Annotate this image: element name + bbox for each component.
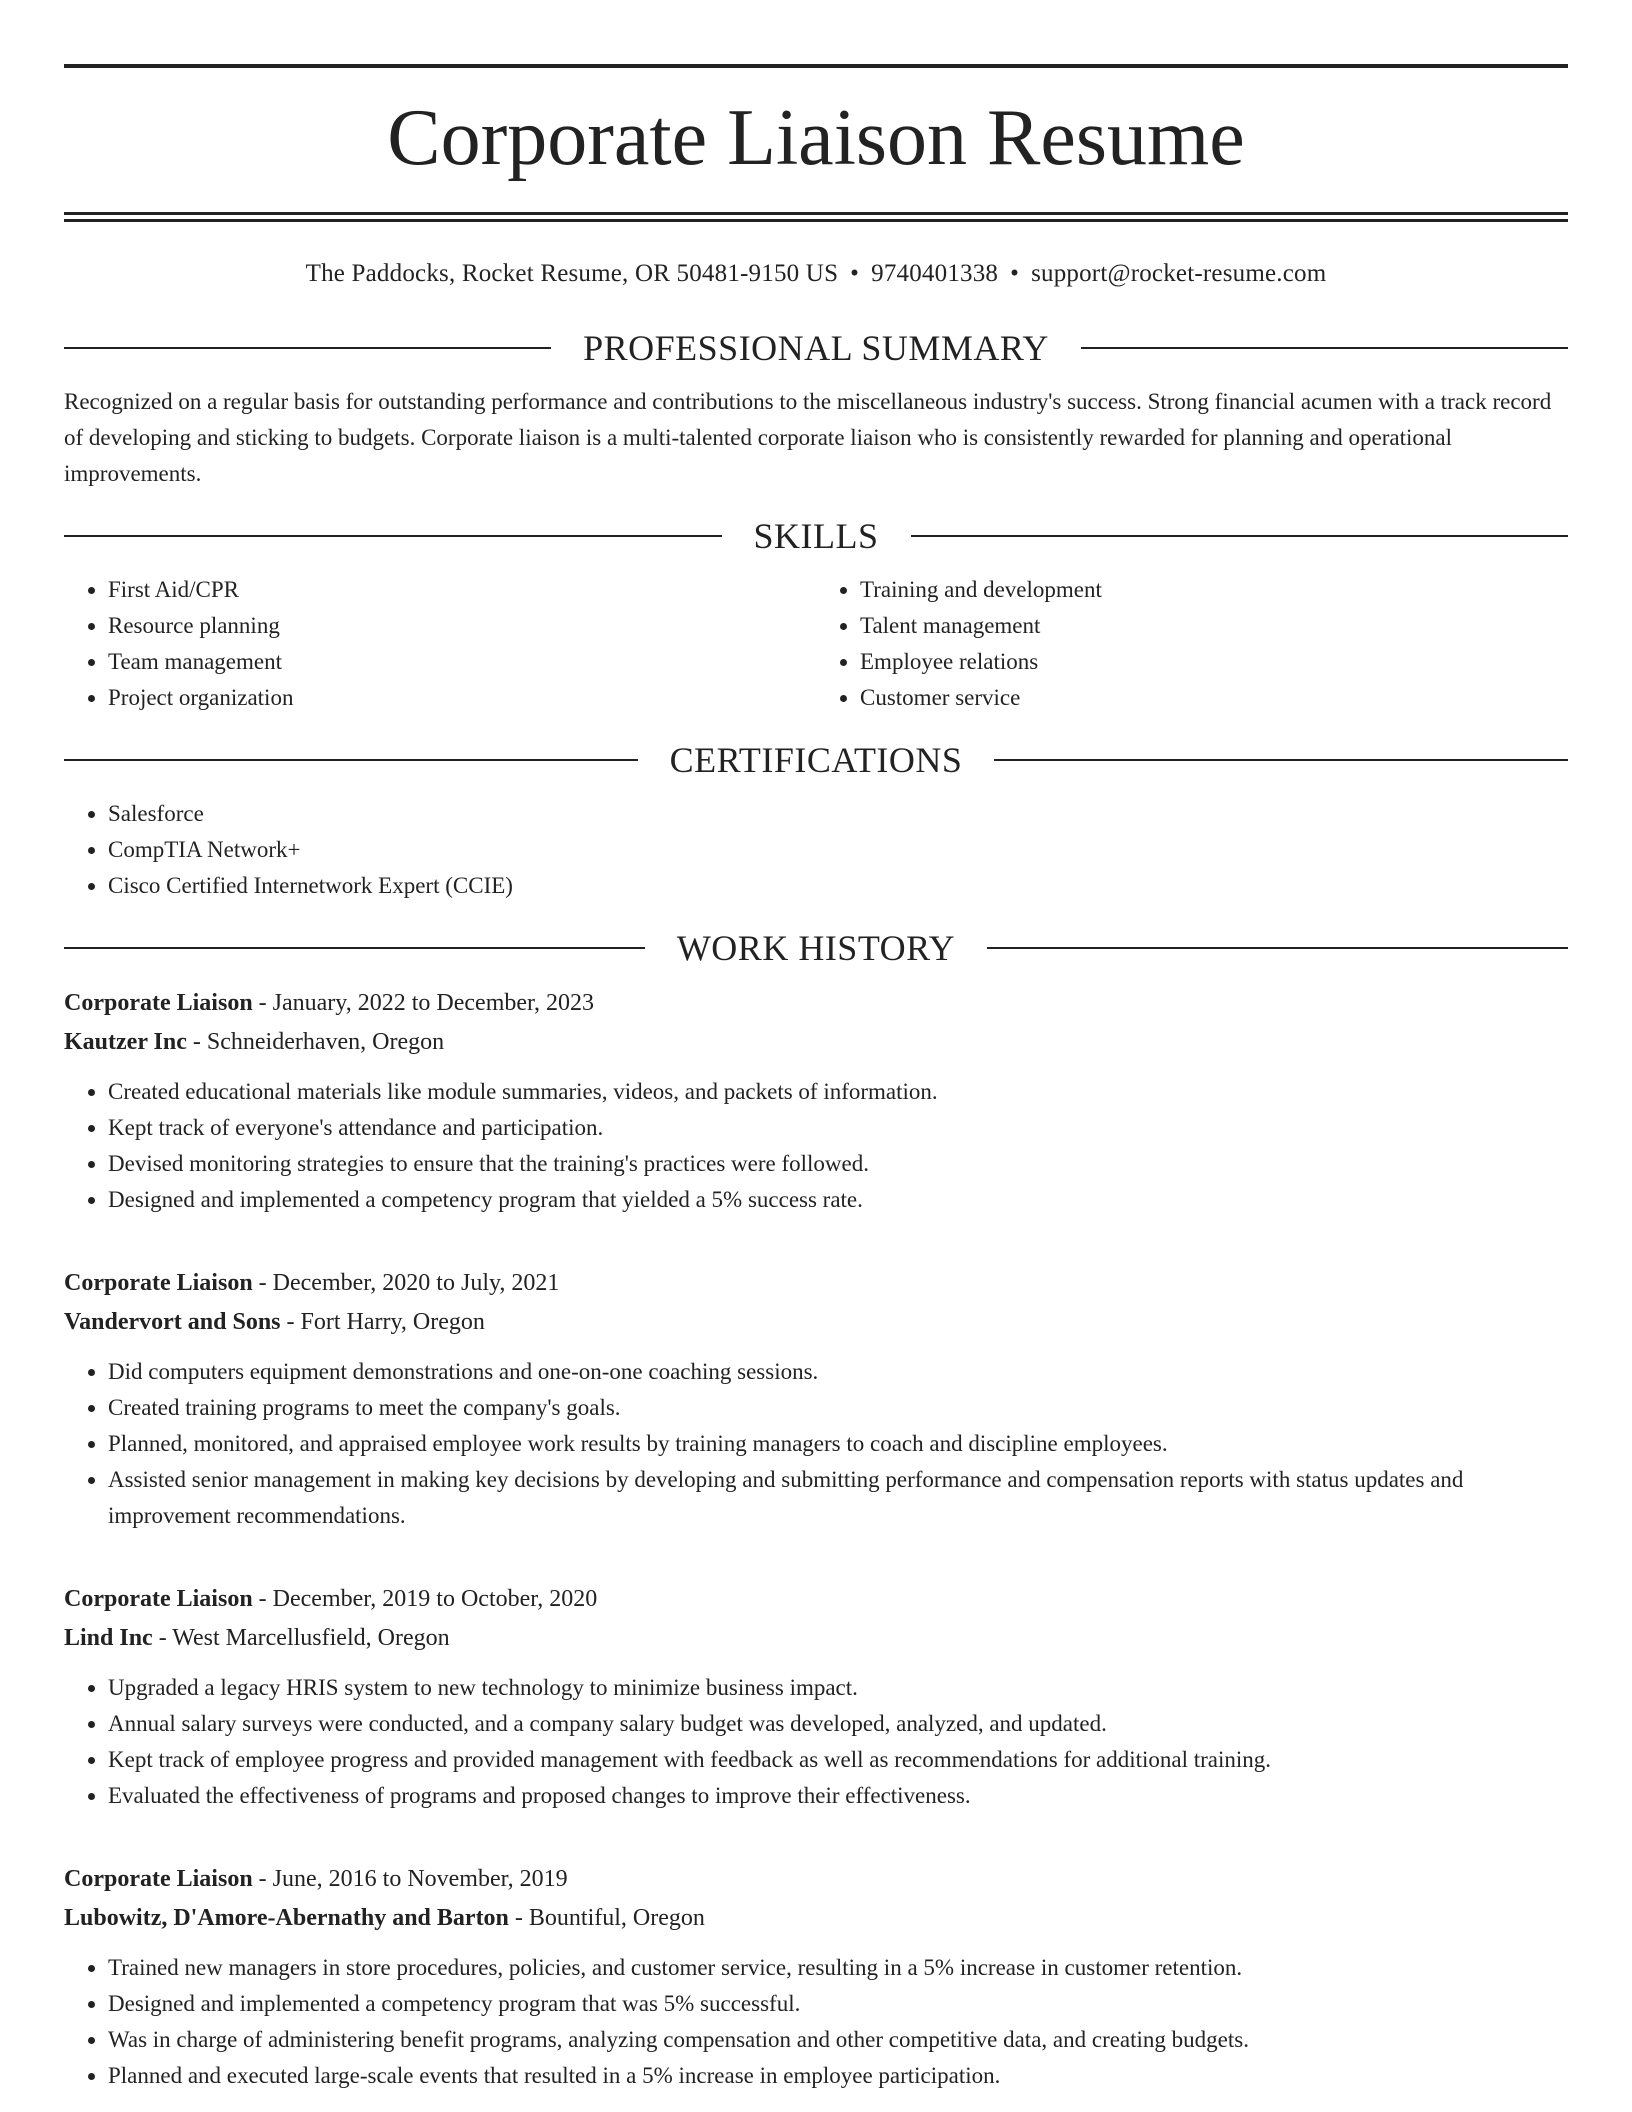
job-bullet: • Kept track of employee progress and provided management with feedback as well as recommendations for additional training. [108,1742,1568,1778]
job-bullets [64,1074,1568,1218]
certifications-list [64,796,1568,904]
job-dates: - December, 2019 to October, 2020 [252,1586,598,1612]
job-bullet: • Trained new managers in store procedures, policies, and customer service, resulting in a 5% increase in customer retention. [108,1950,1568,1986]
section-rule-left [64,947,645,949]
section-header-certifications [64,742,1568,778]
job-bullets [64,1670,1568,1814]
section-rule-left [64,347,551,349]
job-title: Corporate Liaison [64,1586,253,1612]
skills-list-right [816,572,1568,716]
resume-page [64,64,1568,2094]
job-bullet: • Did computers equipment demonstrations and one-on-one coaching sessions. [108,1354,1568,1390]
section-title-summary: PROFESSIONAL SUMMARY [583,328,1049,368]
job-title: Corporate Liaison [64,990,253,1016]
job-title: Corporate Liaison [64,1866,253,1892]
section-rule-right [994,759,1568,761]
job-title-line [64,1264,1568,1303]
job-dates: - December, 2020 to July, 2021 [252,1270,560,1296]
job-bullet: • Annual salary surveys were conducted, and a company salary budget was developed, analyzed, and updated. [108,1706,1568,1742]
summary-text: Recognized on a regular basis for outstanding performance and contributions to the miscellaneous industry's success. Strong financial acumen with a track record of developing and sticking to budgets. Corporate liaison is a multi-talented corporate liaison who is consistently rewarded for planning and operational improvements. [64,389,1552,486]
job-title-line [64,1860,1568,1899]
job-bullet: • Devised monitoring strategies to ensure that the training's practices were followed. [108,1146,1568,1182]
job-bullet: • Assisted senior management in making key decisions by developing and submitting performance and compensation reports with status updates and improvement recommendations. [108,1462,1568,1534]
skills-grid [64,572,1568,716]
job-bullets [64,1354,1568,1534]
job-bullet: • Evaluated the effectiveness of programs and proposed changes to improve their effectiveness. [108,1778,1568,1814]
job-location: - Fort Harry, Oregon [280,1309,485,1335]
resume-title: Corporate Liaison Resume [387,94,1245,182]
skill-item: • Project organization [108,680,816,716]
job-bullet: • Upgraded a legacy HRIS system to new technology to minimize business impact. [108,1670,1568,1706]
job-location: - Schneiderhaven, Oregon [186,1029,445,1055]
top-rule [64,64,1568,68]
job-title-line [64,1580,1568,1619]
job-bullet: • Planned and executed large-scale events that resulted in a 5% increase in employee participation. [108,2058,1568,2094]
job-entry [64,1580,1568,1814]
job-bullets [64,1950,1568,2094]
job-company-line [64,1899,1568,1938]
job-dates: - June, 2016 to November, 2019 [252,1866,568,1892]
section-rule-right [987,947,1568,949]
section-rule-right [1081,347,1568,349]
job-bullet: • Planned, monitored, and appraised employee work results by training managers to coach and discipline employees. [108,1426,1568,1462]
job-location: - Bountiful, Oregon [508,1905,705,1931]
job-entry [64,984,1568,1218]
skill-item: • First Aid/CPR [108,572,816,608]
section-title-certifications: CERTIFICATIONS [669,740,963,780]
job-company: Lind Inc [64,1625,153,1651]
section-header-summary [64,330,1568,366]
job-dates: - January, 2022 to December, 2023 [252,990,595,1016]
section-rule-right [911,535,1569,537]
contact-separator: • [850,260,860,287]
skill-item: • Talent management [860,608,1568,644]
skill-item: • Team management [108,644,816,680]
contact-email[interactable]: support@rocket-resume.com [1031,260,1327,287]
job-entry [64,1264,1568,1534]
job-bullet: • Created educational materials like module summaries, videos, and packets of information. [108,1074,1568,1110]
section-title-work: WORK HISTORY [676,928,956,968]
section-rule-left [64,759,638,761]
skill-item: • Training and development [860,572,1568,608]
skills-list-left [64,572,816,716]
certification-item: • Salesforce [108,796,1568,832]
section-header-work [64,930,1568,966]
contact-line [64,260,1568,288]
job-bullet: • Designed and implemented a competency program that was 5% successful. [108,1986,1568,2022]
skill-item: • Resource planning [108,608,816,644]
certification-item: • CompTIA Network+ [108,832,1568,868]
contact-separator: • [1010,260,1020,287]
section-title-skills: SKILLS [753,516,879,556]
section-header-skills [64,518,1568,554]
job-company: Lubowitz, D'Amore-Abernathy and Barton [64,1905,509,1931]
job-company-line [64,1619,1568,1658]
job-location: - West Marcellusfield, Oregon [152,1625,450,1651]
job-bullet: • Created training programs to meet the company's goals. [108,1390,1568,1426]
section-rule-left [64,535,722,537]
skill-item: • Employee relations [860,644,1568,680]
certification-item: • Cisco Certified Internetwork Expert (CCIE) [108,868,1568,904]
job-title: Corporate Liaison [64,1270,253,1296]
job-company: Kautzer Inc [64,1029,187,1055]
title-double-rule [64,212,1568,222]
job-company-line [64,1023,1568,1062]
job-entry [64,1860,1568,2094]
job-bullet: • Kept track of everyone's attendance and participation. [108,1110,1568,1146]
job-company: Vandervort and Sons [64,1309,281,1335]
job-bullet: • Was in charge of administering benefit programs, analyzing compensation and other competitive data, and creating budgets. [108,2022,1568,2058]
job-company-line [64,1303,1568,1342]
contact-phone: 9740401338 [871,260,999,287]
skill-item: • Customer service [860,680,1568,716]
job-title-line [64,984,1568,1023]
contact-address: The Paddocks, Rocket Resume, OR 50481-9150 US [305,260,839,287]
job-bullet: • Designed and implemented a competency program that yielded a 5% success rate. [108,1182,1568,1218]
